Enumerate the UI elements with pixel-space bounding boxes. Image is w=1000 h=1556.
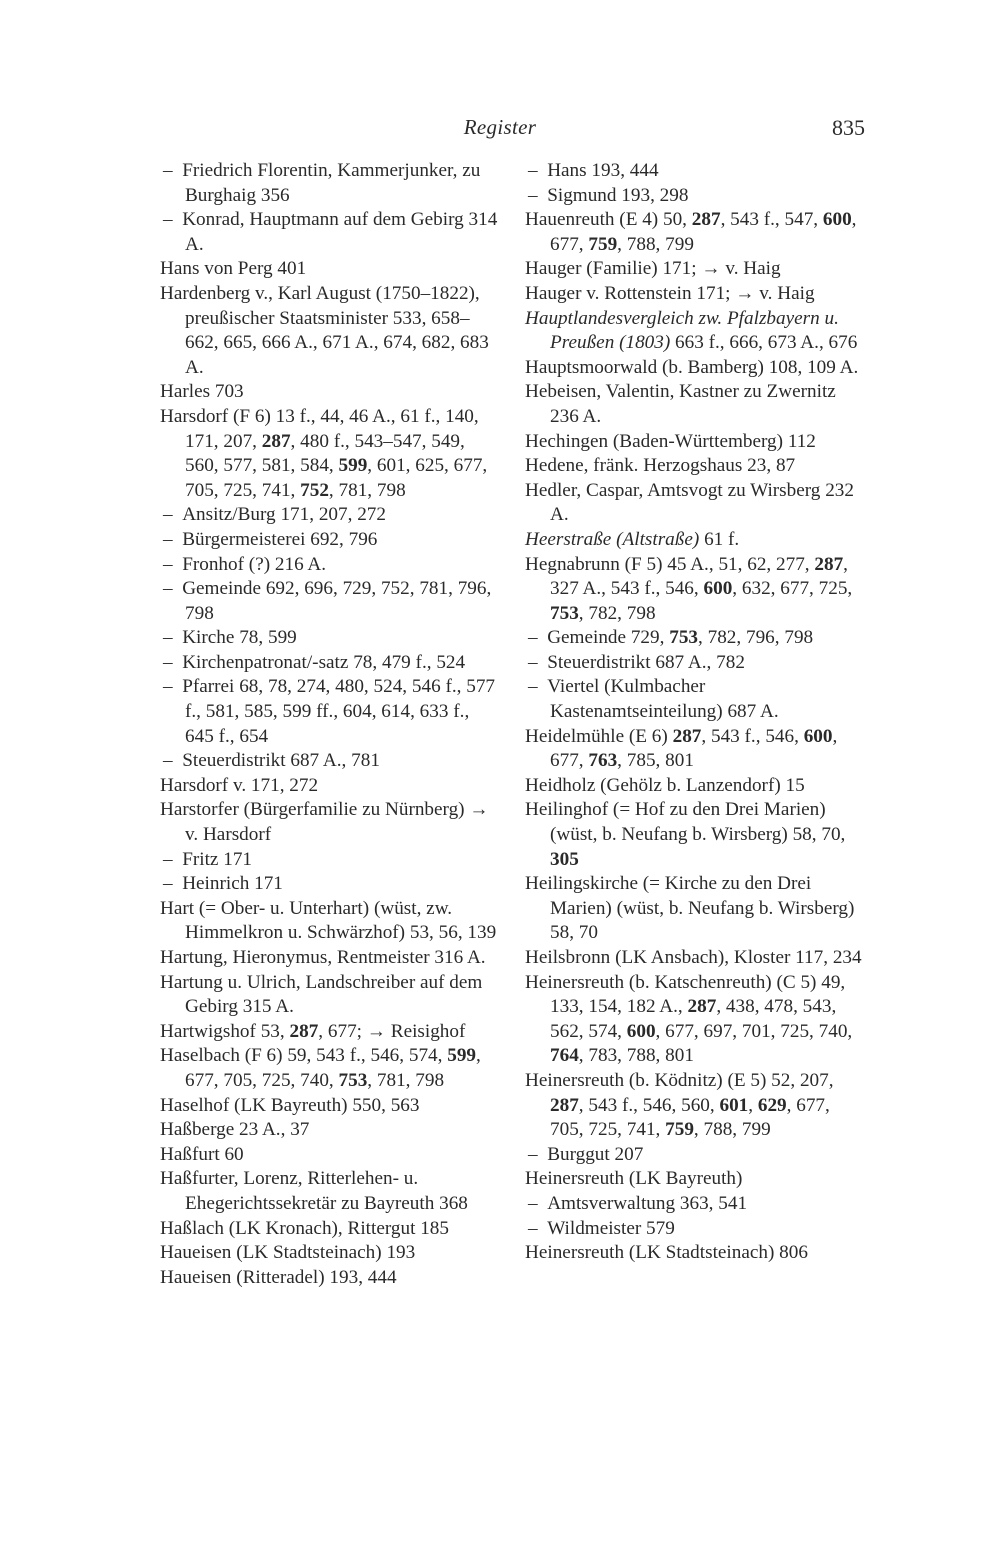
running-header-title: Register: [463, 115, 537, 139]
index-subentry: – Viertel (Kulmbacher Kastenamtseinteilung) 687 A.: [525, 675, 865, 724]
index-subentry: – Kirchenpatronat/-satz 78, 479 f., 524: [160, 651, 500, 676]
index-entry: Hartwigshof 53, 287, 677; → Reisighof: [160, 1020, 466, 1042]
index-entry: Hebeisen, Valentin, Kastner zu Zwernitz 236 A.: [525, 381, 836, 427]
index-column-left: [160, 159, 500, 1290]
index-entry: Haßberge 23 A., 37: [160, 1119, 310, 1141]
index-entry: Hedler, Caspar, Amtsvogt zu Wirsberg 232 A.: [525, 479, 854, 526]
index-entry: Harstorfer (Bürgerfamilie zu Nürnberg) → v. Harsdorf: [160, 799, 489, 846]
index-entry: Heinersreuth (LK Bayreuth): [525, 1168, 743, 1190]
index-entry: Haßfurter, Lorenz, Ritterlehen- u. Ehegerichtssekretär zu Bayreuth 368: [160, 1168, 468, 1214]
index-column-right: [525, 159, 865, 1266]
index-entry: Hardenberg v., Karl August (1750–1822), preußischer Staatsminister 533, 658–662, 665, 666 A., 671 A., 674, 682, 683 A.: [160, 282, 489, 378]
index-subentry: – Heinrich 171: [160, 872, 500, 897]
index-subentry: – Steuerdistrikt 687 A., 781: [160, 749, 500, 774]
index-entry: Harles 703: [160, 381, 244, 403]
index-entry: Hauger (Familie) 171; → v. Haig: [525, 258, 781, 280]
index-subentry: – Gemeinde 729, 753, 782, 796, 798: [525, 626, 865, 651]
index-entry: Heilsbronn (LK Ansbach), Kloster 117, 234: [525, 947, 862, 968]
index-entry: Hart (= Ober- u. Unterhart) (wüst, zw. Himmelkron u. Schwärzhof) 53, 56, 139: [160, 897, 497, 944]
index-entry: Haßfurt 60: [160, 1143, 244, 1165]
index-entry: Heidholz (Gehölz b. Lanzendorf) 15: [525, 774, 805, 796]
index-subentry: – Burggut 207: [525, 1143, 865, 1168]
index-subentry: – Fronhof (?) 216 A.: [160, 553, 500, 578]
index-entry: Hans von Perg 401: [160, 258, 307, 280]
index-entry: Hauger v. Rottenstein 171; → v. Haig: [525, 282, 815, 304]
index-subentry: – Amtsverwaltung 363, 541: [525, 1192, 865, 1217]
index-entry: Heinersreuth (b. Ködnitz) (E 5) 52, 207, 287, 543 f., 546, 560, 601, 629, 677, 705, 725, 741, 759, 788, 799: [525, 1069, 834, 1141]
index-entry: Hechingen (Baden-Württemberg) 112: [525, 430, 816, 452]
index-subentry: – Bürgermeisterei 692, 796: [160, 528, 500, 553]
index-entry: Harsdorf v. 171, 272: [160, 774, 319, 796]
index-entry: Heinersreuth (b. Katschenreuth) (C 5) 49, 133, 154, 182 A., 287, 438, 478, 543, 562, 574, 600, 677, 697, 701, 725, 740, 764, 783, 788, 801: [525, 971, 853, 1067]
index-entry: Hauptsmoorwald (b. Bamberg) 108, 109 A.: [525, 356, 859, 378]
index-entry: Hedene, fränk. Herzogshaus 23, 87: [525, 455, 796, 477]
index-entry: Heidelmühle (E 6) 287, 543 f., 546, 600, 677, 763, 785, 801: [525, 725, 838, 772]
index-entry: Haßlach (LK Kronach), Rittergut 185: [160, 1217, 449, 1239]
index-subentry: – Sigmund 193, 298: [525, 184, 865, 209]
index-entry: Hegnabrunn (F 5) 45 A., 51, 62, 277, 287, 327 A., 543 f., 546, 600, 632, 677, 725, 753, 782, 798: [525, 553, 853, 624]
index-entry: Heilinghof (= Hof zu den Drei Marien) (wüst, b. Neufang b. Wirsberg) 58, 70, 305: [525, 799, 846, 870]
index-entry: Harsdorf (F 6) 13 f., 44, 46 A., 61 f., 140, 171, 207, 287, 480 f., 543–547, 549, 560, 577, 581, 584, 599, 601, 625, 677, 705, 725, 741, 752, 781, 798: [160, 405, 488, 501]
index-subentry: – Pfarrei 68, 78, 274, 480, 524, 546 f., 577 f., 581, 585, 599 ff., 604, 614, 633 f., 645 f., 654: [160, 675, 500, 749]
index-entry: Hauenreuth (E 4) 50, 287, 543 f., 547, 600, 677, 759, 788, 799: [525, 209, 857, 255]
index-subentry: – Ansitz/Burg 171, 207, 272: [160, 503, 500, 528]
index-subentry: – Kirche 78, 599: [160, 626, 500, 651]
index-entry: Heinersreuth (LK Stadtsteinach) 806: [525, 1242, 808, 1264]
index-entry: Heilingskirche (= Kirche zu den Drei Marien) (wüst, b. Neufang b. Wirsberg) 58, 70: [525, 873, 855, 944]
index-entry: Hartung u. Ulrich, Landschreiber auf dem Gebirg 315 A.: [160, 971, 483, 1018]
index-entry: Haselhof (LK Bayreuth) 550, 563: [160, 1094, 420, 1116]
page-number: 835: [832, 115, 865, 140]
index-entry: Hauptlandesvergleich zw. Pfalzbayern u. Preußen (1803) 663 f., 666, 673 A., 676: [525, 307, 858, 354]
index-entry: Hartung, Hieronymus, Rentmeister 316 A.: [160, 947, 486, 968]
index-entry: Haueisen (Ritteradel) 193, 444: [160, 1266, 397, 1288]
index-subentry: – Konrad, Hauptmann auf dem Gebirg 314 A.: [160, 208, 500, 257]
index-entry: Haselbach (F 6) 59, 543 f., 546, 574, 599, 677, 705, 725, 740, 753, 781, 798: [160, 1045, 481, 1091]
index-subentry: – Fritz 171: [160, 848, 500, 873]
index-subentry: – Hans 193, 444: [525, 159, 865, 184]
index-subentry: – Wildmeister 579: [525, 1217, 865, 1242]
index-subentry: – Friedrich Florentin, Kammerjunker, zu Burghaig 356: [160, 159, 500, 208]
index-subentry: – Steuerdistrikt 687 A., 782: [525, 651, 865, 676]
index-entry: Haueisen (LK Stadtsteinach) 193: [160, 1242, 416, 1264]
index-entry: Heerstraße (Altstraße) 61 f.: [525, 528, 740, 550]
index-subentry: – Gemeinde 692, 696, 729, 752, 781, 796, 798: [160, 577, 500, 626]
